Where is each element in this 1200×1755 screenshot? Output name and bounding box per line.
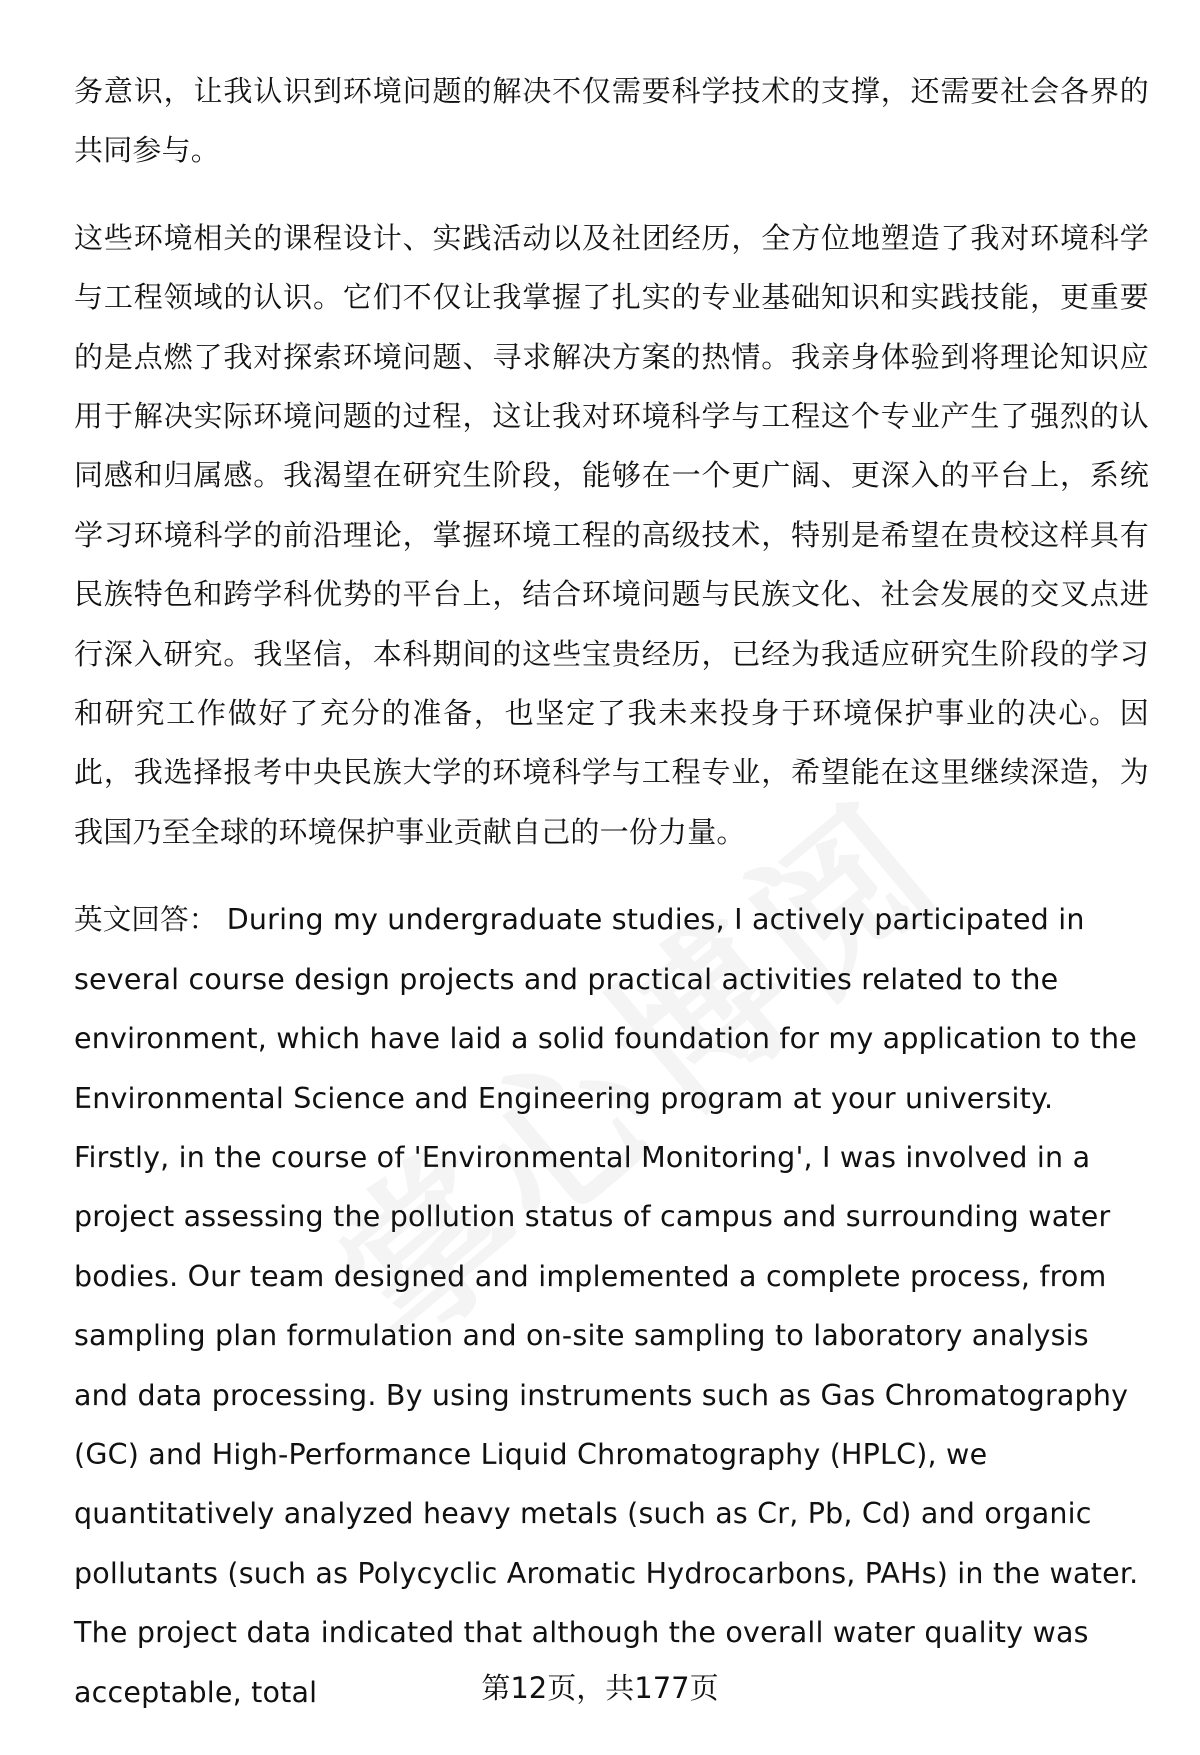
paragraph-motivation: 这些环境相关的课程设计、实践活动以及社团经历，全方位地塑造了我对环境科学与工程领域的认识。它们不仅让我掌握了扎实的专业基础知识和实践技能，更重要的是点燃了我对探索环境问题、寻求解决方案的热情。我亲身体验到将理论知识应用于解决实际环境问题的过程，这让我对环境科学与工程这个专业产生了强烈的认同感和归属感。我渴望在研究生阶段，能够在一个更广阔、更深入的平台上，系统学习环境科学的前沿理论，掌握环境工程的高级技术，特别是希望在贵校这样具有民族特色和跨学科优势的平台上，结合环境问题与民族文化、社会发展的交叉点进行深入研究。我坚信，本科期间的这些宝贵经历，已经为我适应研究生阶段的学习和研究工作做好了充分的准备，也坚定了我未来投身于环境保护事业的决心。因此，我选择报考中央民族大学的环境科学与工程专业，希望能在这里继续深造，为我国乃至全球的环境保护事业贡献自己的一份力量。 [74, 220, 1149, 849]
page-number-footer: 第12页，共177页 [481, 1671, 719, 1705]
paragraph-english-answer: 英文回答： During my undergraduate studies, I actively participated in several course design projects and practical activities related to the environment, which have laid a solid foundation for my application to the Environmental Science and Engineering program at your university. Firstly, in the course of 'Environmental Monitoring', I was involved in a project assessing the pollution status of campus and surrounding water bodies. Our team designed and implemented a complete process, from sampling plan formulation and on-site sampling to laboratory analysis and data processing. By using instruments such as Gas Chromatography (GC) and High-Performance Liquid Chromatography (HPLC), we quantitatively analyzed heavy metals (such as Cr, Pb, Cd) and organic pollutants (such as Polycyclic Aromatic Hydrocarbons, PAHs) in the water. The project data indicated that although the overall water quality was acceptable, total [74, 903, 1139, 1709]
paragraph-civic-awareness: 务意识，让我认识到环境问题的解决不仅需要科学技术的支撑，还需要社会各界的共同参与。 [74, 74, 1149, 168]
document-body [74, 62, 1149, 1750]
